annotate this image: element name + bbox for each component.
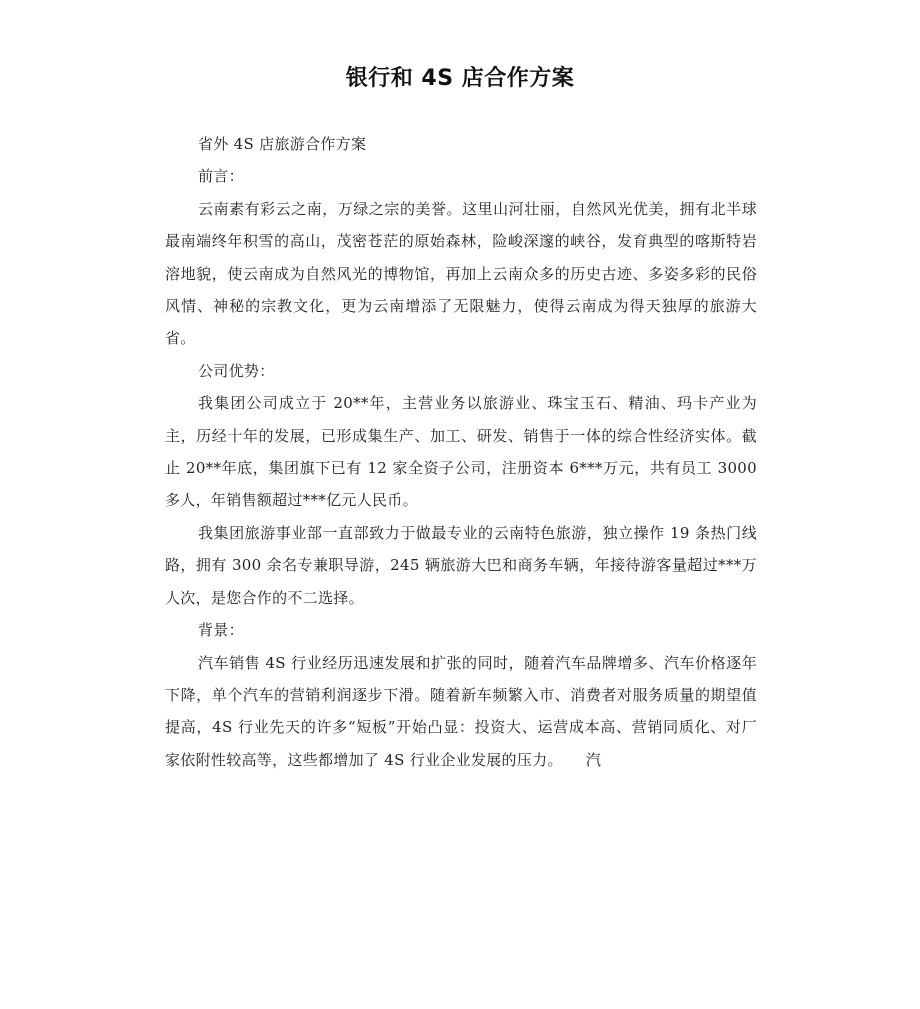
company-overview-paragraph: 我集团公司成立于 20**年，主营业务以旅游业、珠宝玉石、精油、玛卡产业为主，历经十年的发展，已形成集生产、加工、研发、销售于一体的综合性经济实体。截止 20**年底，集团旗下已有 12 家全资子公司，注册资本 6***万元，共有员工 3000 多人，年销售额超过***亿元人民币。 xyxy=(165,394,757,510)
background-paragraph: 汽车销售 4S 行业经历迅速发展和扩张的同时，随着汽车品牌增多、汽车价格逐年下降，单个汽车的营销利润逐步下滑。随着新车频繁入市、消费者对服务质量的期望值提高，4S 行业先天的许多“短板”开始凸显：投资大、运营成本高、营销同质化、对厂家依附性较高等，这些都增加了 4S 行业企业发展的压力。 汽 xyxy=(165,653,757,769)
section-heading-preface: 前言： xyxy=(198,167,244,186)
document-body xyxy=(165,128,757,776)
section-heading-advantages: 公司优势： xyxy=(198,361,275,380)
section-heading-background: 背景： xyxy=(198,621,244,640)
subtitle-paragraph: 省外 4S 店旅游合作方案 xyxy=(198,135,367,153)
document-title: 银行和 4S 店合作方案 xyxy=(345,66,575,91)
tourism-division-paragraph: 我集团旅游事业部一直部致力于做最专业的云南特色旅游，独立操作 19 条热门线路，拥有 300 余名专兼职导游，245 辆旅游大巴和商务车辆，年接待游客量超过***万人次，是您合作的不二选择。 xyxy=(165,523,757,607)
preface-paragraph: 云南素有彩云之南，万绿之宗的美誉。这里山河壮丽，自然风光优美，拥有北半球最南端终年积雪的高山，茂密苍茫的原始森林，险峻深邃的峡谷，发育典型的喀斯特岩溶地貌，使云南成为自然风光的博物馆，再加上云南众多的历史古迹、多姿多彩的民俗风情、神秘的宗教文化，更为云南增添了无限魅力，使得云南成为得天独厚的旅游大省。 xyxy=(165,199,757,348)
